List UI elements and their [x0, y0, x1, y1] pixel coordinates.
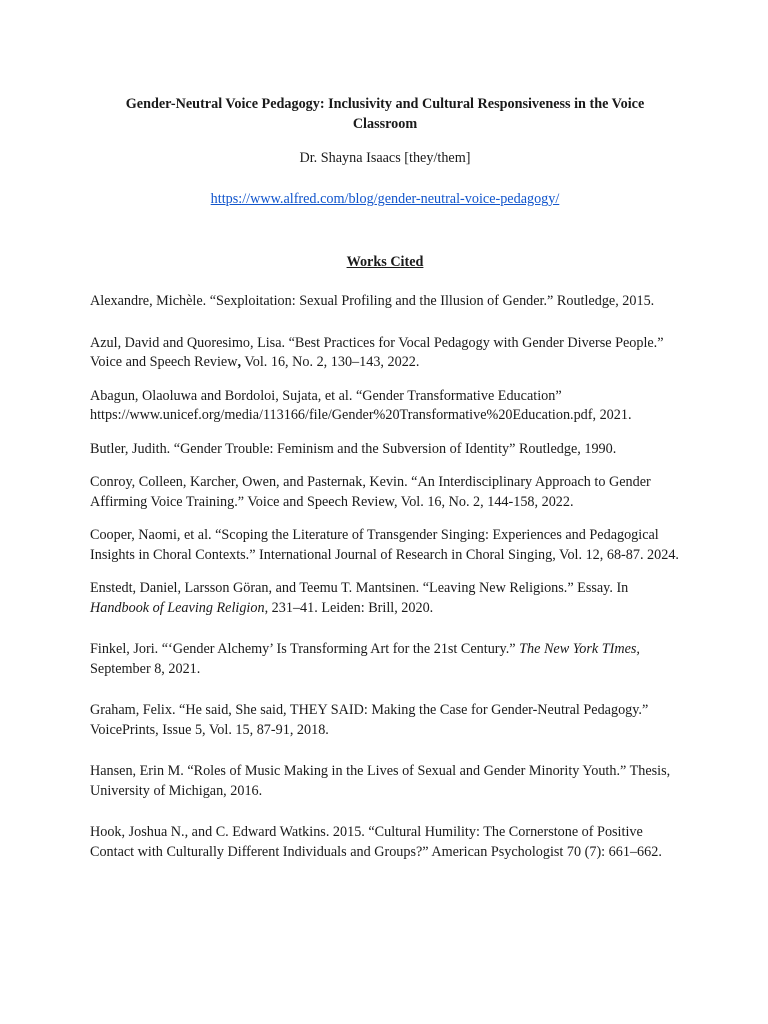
citation-text: Vol. 16, No. 2, 130–143, 2022.	[241, 354, 420, 370]
works-cited-heading: Works Cited	[346, 254, 424, 270]
citation-text: Alexandre, Michèle. “Sexploitation: Sexual Profiling and the Illusion of Gender.” Routledge, 2015.	[90, 293, 655, 309]
citation-item	[90, 334, 680, 373]
citation-text: Abagun, Olaoluwa and Bordoloi, Sujata, et al. “Gender Transformative Education” https://www.unicef.org/media/113166/file/Gender%20Transformative%20Education.pdf, 2021.	[90, 387, 632, 423]
author-line: Dr. Shayna Isaacs [they/them]	[299, 150, 471, 166]
citation-item	[90, 526, 680, 565]
citation-text: Enstedt, Daniel, Larsson Göran, and Teemu T. Mantsinen. “Leaving New Religions.” Essay. In	[90, 580, 629, 596]
citation-item	[90, 473, 680, 512]
citation-text: Finkel, Jori. “‘Gender Alchemy’ Is Transforming Art for the 21st Century.”	[90, 641, 520, 657]
source-url-line	[90, 189, 680, 209]
citation-item	[90, 579, 680, 618]
citation-italic-title: The New York TImes,	[519, 641, 640, 657]
source-url-link[interactable]: https://www.alfred.com/blog/gender-neutral-voice-pedagogy/	[210, 191, 560, 207]
document-title: Gender-Neutral Voice Pedagogy: Inclusivity and Cultural Responsiveness in the Voice Classroom	[125, 96, 645, 132]
citation-item	[90, 762, 680, 801]
citation-text: Hook, Joshua N., and C. Edward Watkins. 2015. “Cultural Humility: The Cornerstone of Positive Contact with Culturally Different Individuals and Groups?” American Psychologist 70 (7): 661–662.	[90, 824, 662, 860]
citation-item	[90, 823, 680, 862]
citation-item	[90, 292, 680, 312]
citation-text: Hansen, Erin M. “Roles of Music Making in the Lives of Sexual and Gender Minority Youth.” Thesis, University of Michigan, 2016.	[90, 763, 671, 799]
citation-item	[90, 387, 680, 426]
citation-text: Azul, David and Quoresimo, Lisa. “Best Practices for Vocal Pedagogy with Gender Diverse People.” Voice and Speech Review	[90, 334, 664, 370]
citation-text: September 8, 2021.	[90, 660, 201, 677]
citation-text: Cooper, Naomi, et al. “Scoping the Literature of Transgender Singing: Experiences and Pedagogical Insights in Choral Contexts.” International Journal of Research in Choral Singing, Vol. 12, 68-87. 2024.	[90, 527, 679, 563]
citation-item	[90, 701, 680, 740]
citation-text: Butler, Judith. “Gender Trouble: Feminism and the Subversion of Identity” Routledge, 1990.	[90, 440, 617, 457]
citation-bold-text: ,	[237, 354, 242, 370]
citation-text: , 231–41. Leiden: Brill, 2020.	[264, 599, 434, 616]
citation-text: Graham, Felix. “He said, She said, THEY SAID: Making the Case for Gender-Neutral Pedagogy.” VoicePrints, Issue 5, Vol. 15, 87-91, 2018.	[90, 702, 649, 738]
citation-text: Conroy, Colleen, Karcher, Owen, and Pasternak, Kevin. “An Interdisciplinary Approach to Gender Affirming Voice Training.” Voice and Speech Review, Vol. 16, No. 2, 144-158, 2022.	[90, 474, 651, 510]
citation-item	[90, 640, 680, 679]
citation-item	[90, 440, 680, 460]
citation-italic-title: Handbook of Leaving Religion	[90, 599, 265, 616]
